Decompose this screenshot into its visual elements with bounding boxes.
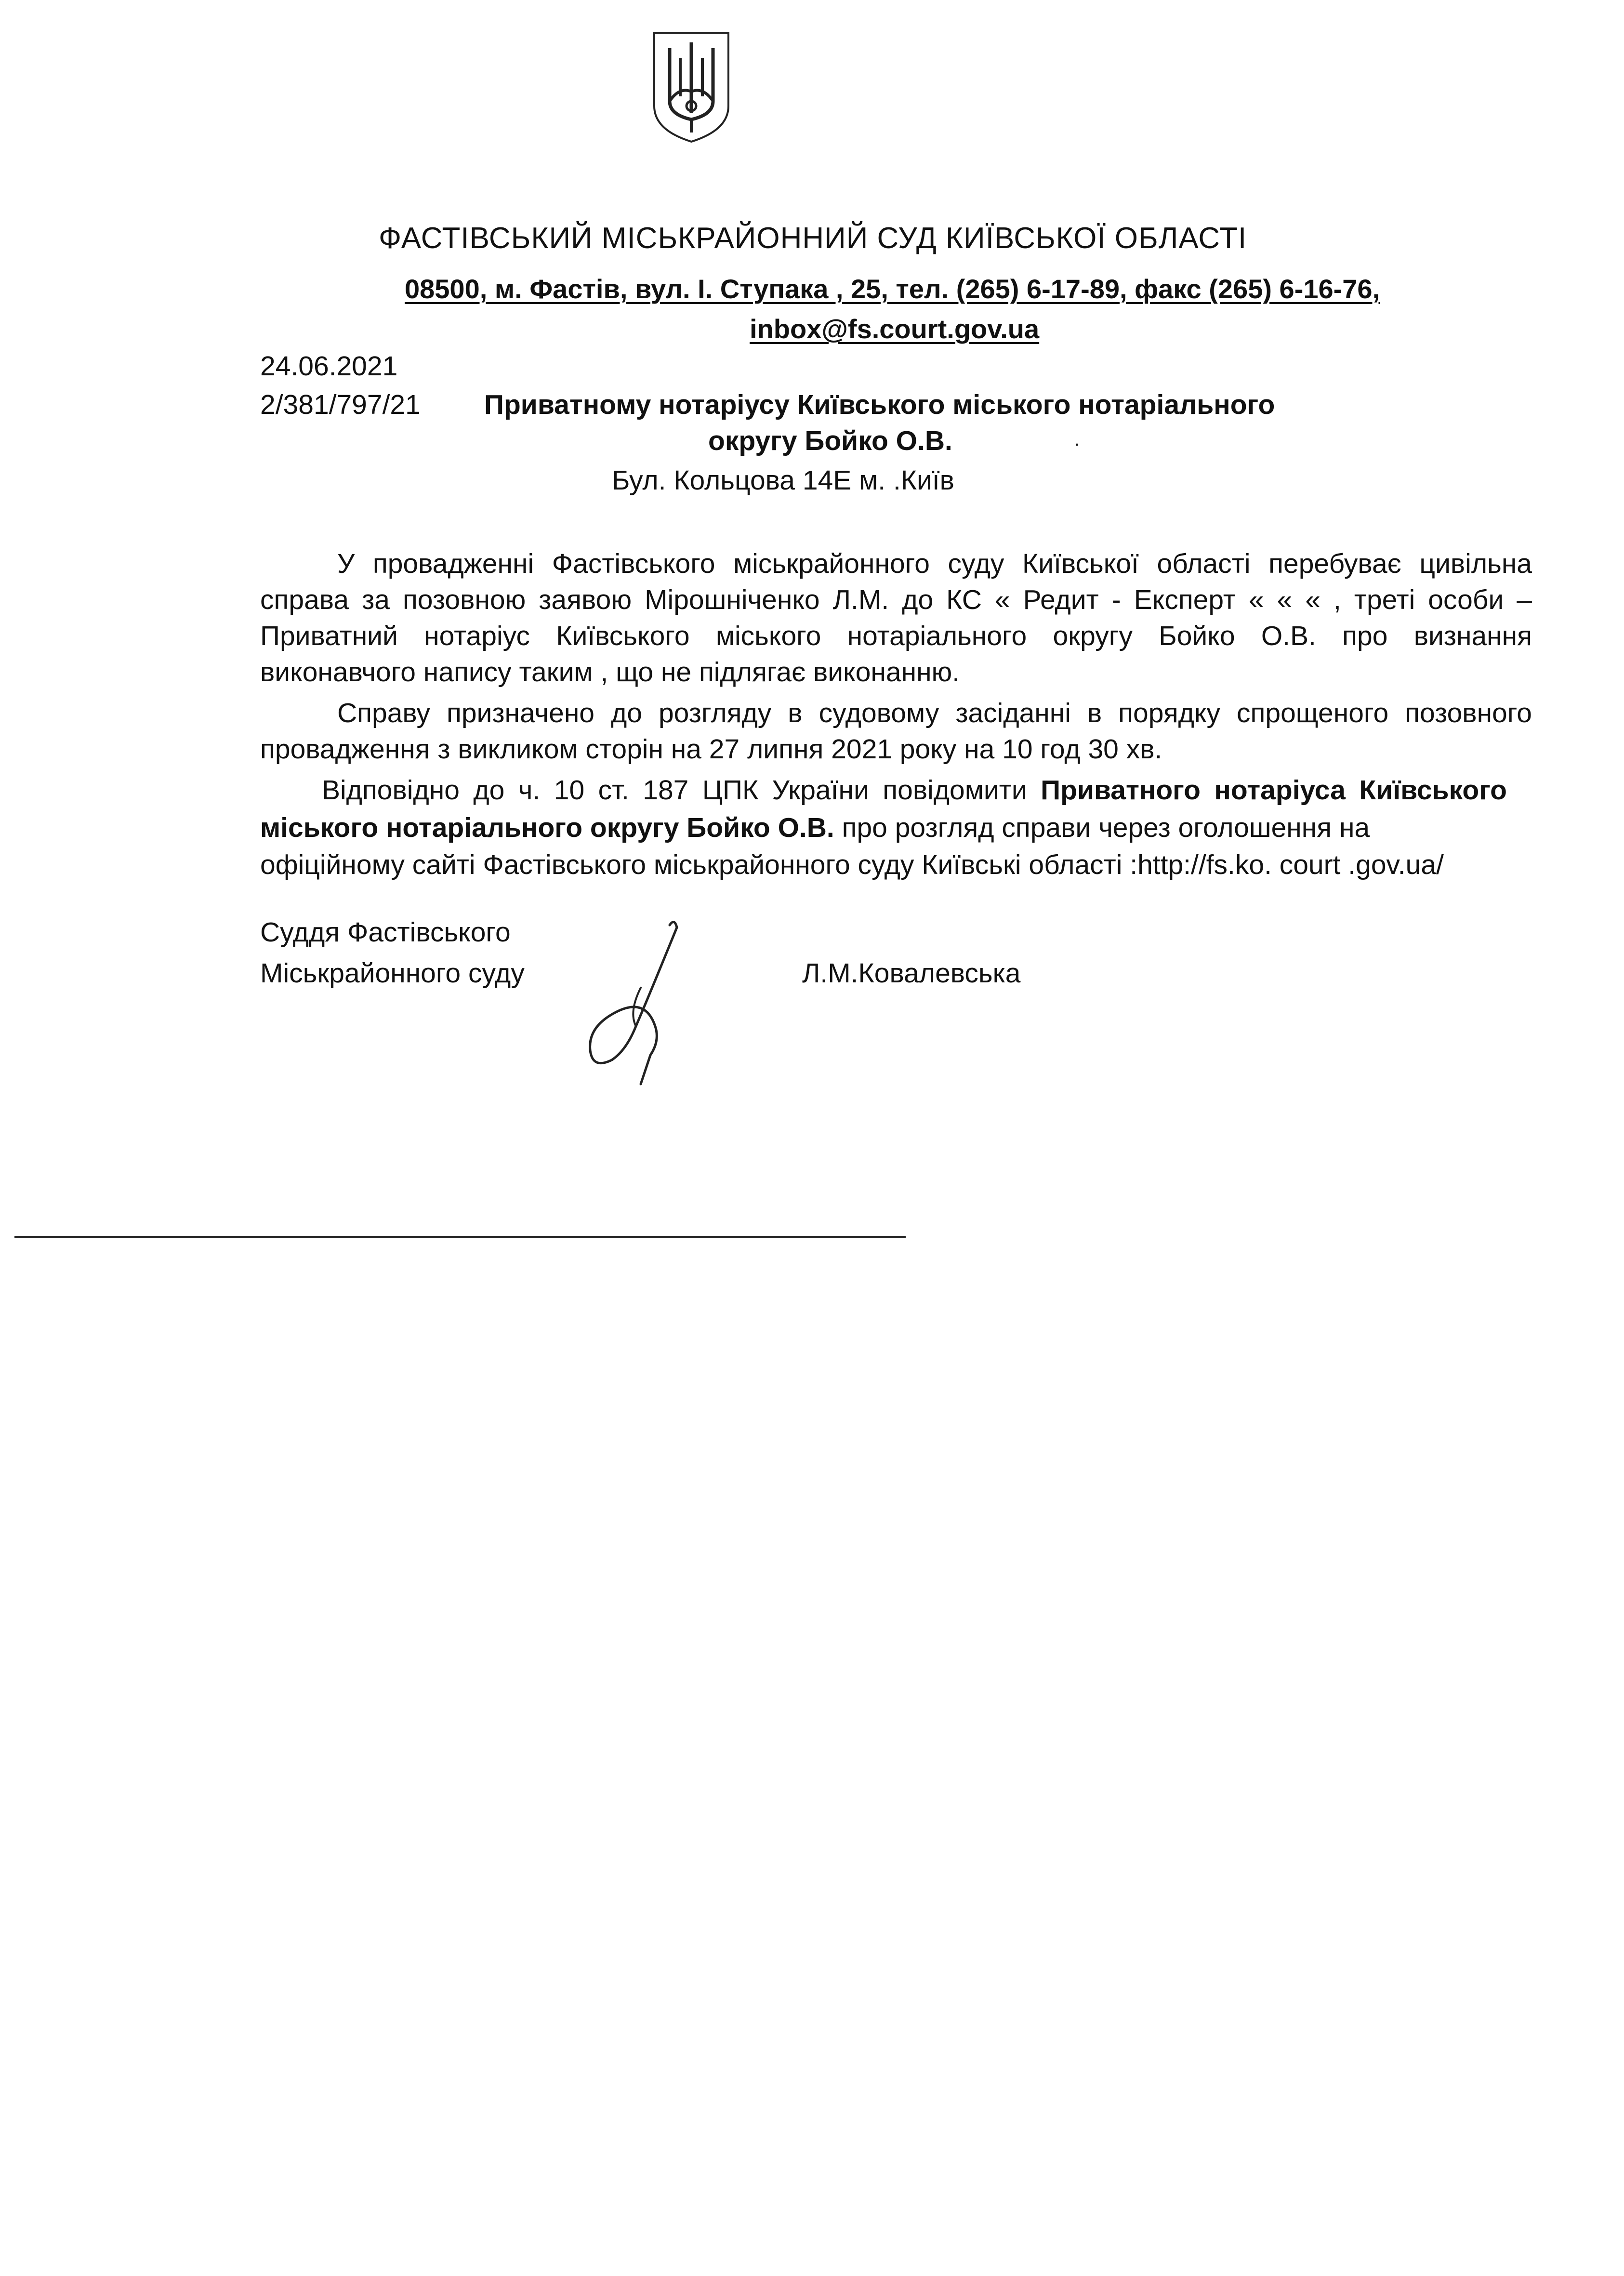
addressee-line: округу Бойко О.В. <box>708 425 952 456</box>
addressee-address: Бул. Кольцова 14Е м. .Київ <box>612 465 954 496</box>
document-date: 24.06.2021 <box>260 351 398 382</box>
signer-title: Міськрайонного суду <box>260 958 525 989</box>
horizontal-rule <box>14 1236 906 1238</box>
body-text-line: виконавчого напису таким , що не підлягає виконанню. <box>260 657 960 688</box>
body-text-line: справа за позовною заявою Мірошніченко Л.М. до КС « Редит - Експерт « « « , треті особи – <box>260 584 1532 615</box>
body-text-line <box>260 811 1508 845</box>
body-text: Відповідно до ч. 10 ст. 187 ЦПК України повідомити <box>322 775 1041 806</box>
body-text-bold: міського нотаріального округу Бойко О.В. <box>260 812 834 843</box>
court-name: ФАСТІВСЬКИЙ МІСЬКРАЙОННИЙ СУД КИЇВСЬКОЇ ОБЛАСТІ <box>379 222 1247 255</box>
case-number: 2/381/797/21 <box>260 389 421 420</box>
body-text: про розгляд справи через оголошення на <box>834 812 1370 843</box>
body-text-line: Приватний нотаріус Київського міського нотаріального округу Бойко О.В. про визнання <box>260 621 1532 651</box>
body-text-line: провадження з викликом сторін на 27 липня 2021 року на 10 год 30 хв. <box>260 734 1162 765</box>
body-text-line: офіційному сайті Фастівського міськрайонного суду Київські області :http://fs.ko. court .gov.ua/ <box>260 849 1444 880</box>
body-text-bold: Приватного нотаріуса Київського <box>1041 775 1507 806</box>
court-address: 08500, м. Фастів, вул. І. Ступака , 25, тел. (265) 6-17-89, факс (265) 6-16-76, <box>405 274 1380 304</box>
handwritten-signature-icon <box>578 915 694 1089</box>
stray-mark: . <box>1074 429 1080 450</box>
addressee-line: Приватному нотаріусу Київського міського нотаріального <box>484 389 1275 420</box>
court-email: inbox@fs.court.gov.ua <box>750 314 1040 344</box>
body-text-line: У провадженні Фастівського міськрайонного суду Київської області перебуває цивільна <box>337 548 1532 579</box>
body-text-line <box>322 773 1507 807</box>
ukraine-trident-emblem-icon <box>650 29 732 145</box>
signer-title: Суддя Фастівського <box>260 917 511 948</box>
body-text-line: Справу призначено до розгляду в судовому засіданні в порядку спрощеного позовного <box>337 698 1532 728</box>
signer-name: Л.М.Ковалевська <box>802 958 1021 989</box>
